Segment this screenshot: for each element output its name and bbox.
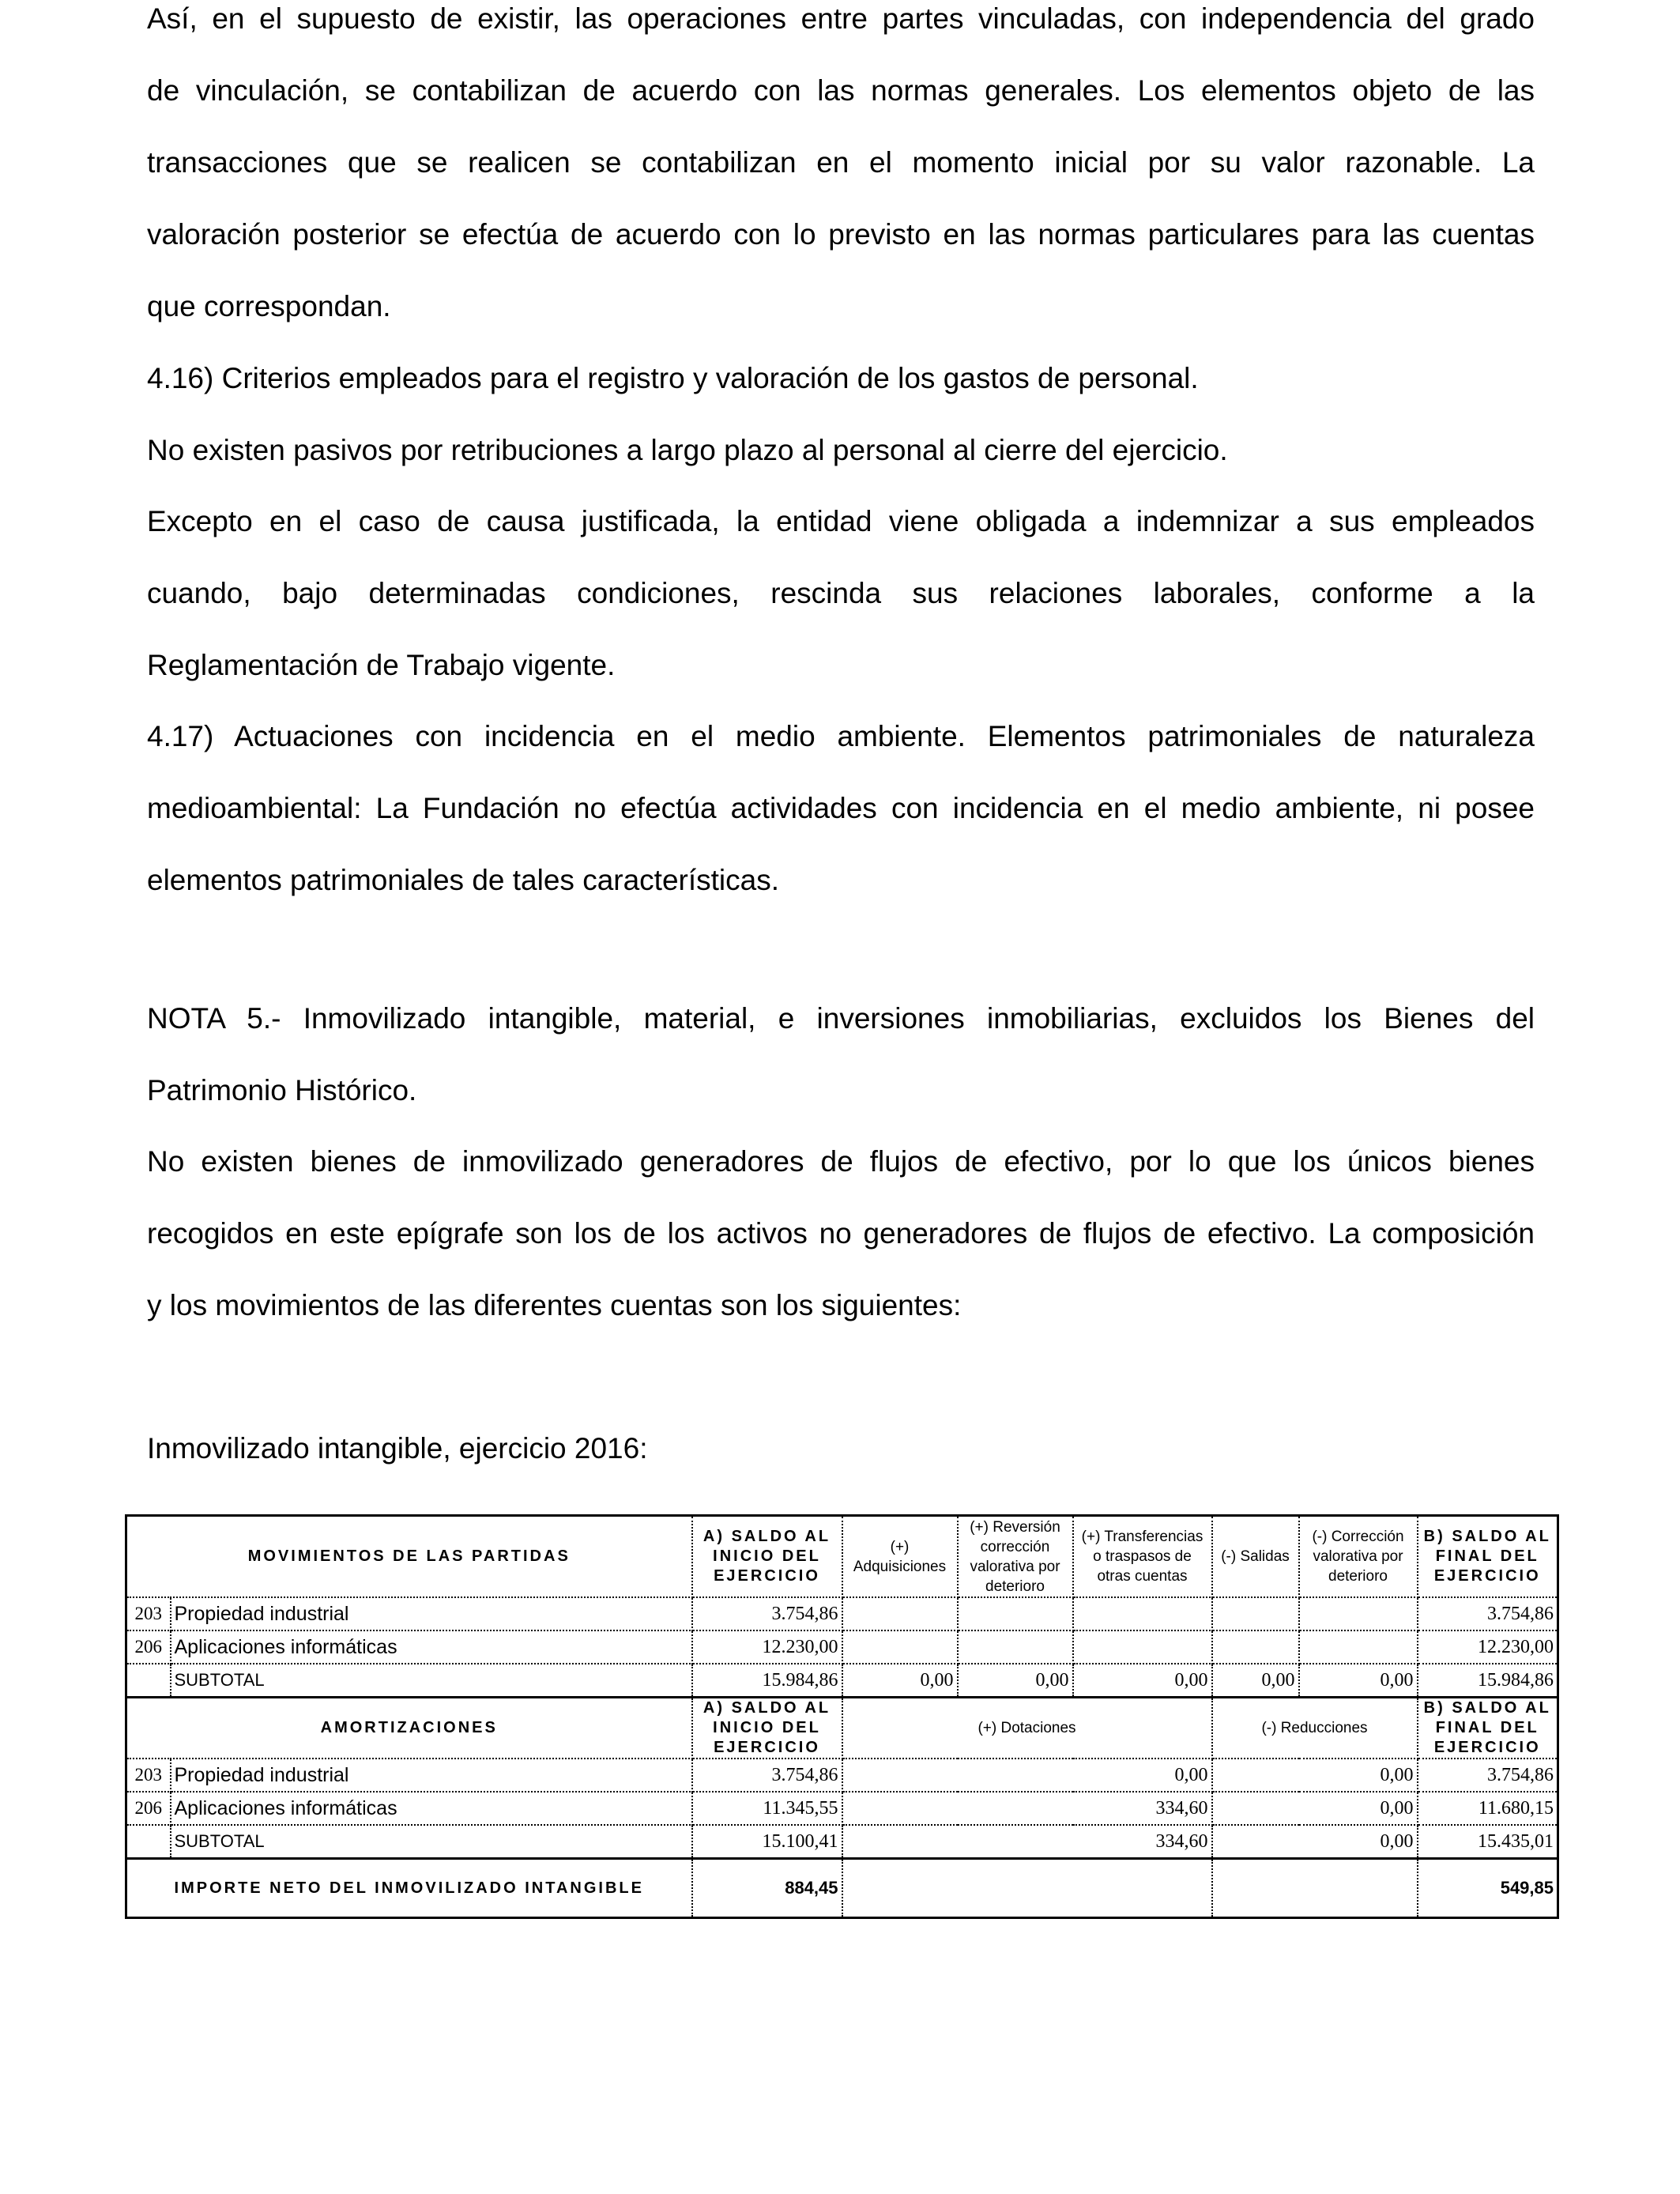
header-saldo-final: B) SALDO AL FINAL DEL EJERCICIO	[1418, 1698, 1558, 1759]
importe-neto-blank	[1212, 1859, 1418, 1918]
amortizaciones-header-row	[126, 1698, 1558, 1759]
paragraph-pasivos-retribuciones	[147, 414, 1535, 486]
text-line: y los movimientos de las diferentes cuentas son los siguientes:	[147, 1289, 962, 1321]
inmovilizado-intangible-table	[125, 1514, 1559, 1919]
row-salidas	[1212, 1630, 1299, 1664]
row-label: Propiedad industrial	[171, 1759, 692, 1792]
subtotal-dotaciones: 334,60	[842, 1825, 1212, 1859]
table-title: Inmovilizado intangible, ejercicio 2016:	[147, 1432, 648, 1465]
subtotal-saldo-final: 15.435,01	[1418, 1825, 1558, 1859]
row-code: 206	[126, 1630, 171, 1664]
text-line: transacciones que se realicen se contabilizan en el momento inicial por su valor razonable. La	[147, 146, 1535, 179]
text-line: Patrimonio Histórico.	[147, 1074, 417, 1106]
importe-neto-blank	[842, 1859, 1212, 1918]
subtotal-reversion: 0,00	[958, 1664, 1073, 1698]
header-reversion: (+) Reversión corrección valorativa por deterioro	[958, 1516, 1073, 1598]
row-dotaciones: 334,60	[842, 1792, 1212, 1825]
row-correccion	[1299, 1630, 1418, 1664]
row-saldo-inicio: 3.754,86	[692, 1597, 842, 1630]
subtotal-row	[126, 1664, 1558, 1698]
row-saldo-final: 12.230,00	[1418, 1630, 1558, 1664]
row-code: 203	[126, 1597, 171, 1630]
text-line: No existen bienes de inmovilizado generadores de flujos de efectivo, por lo que los únicos bienes	[147, 1145, 1535, 1178]
header-adquisiciones: (+) Adquisiciones	[842, 1516, 958, 1598]
importe-neto-label: IMPORTE NETO DEL INMOVILIZADO INTANGIBLE	[126, 1859, 692, 1918]
paragraph-operaciones-vinculadas	[147, 0, 1535, 342]
table-row	[126, 1597, 1558, 1630]
row-dotaciones: 0,00	[842, 1759, 1212, 1792]
row-code: 203	[126, 1759, 171, 1792]
table-header-row	[126, 1516, 1558, 1598]
heading-gastos-personal	[147, 342, 1535, 414]
subtotal-saldo-inicio: 15.984,86	[692, 1664, 842, 1698]
subtotal-label: SUBTOTAL	[171, 1825, 692, 1859]
subtotal-salidas: 0,00	[1212, 1664, 1299, 1698]
text-line: Así, en el supuesto de existir, las operaciones entre partes vinculadas, con independencia del grado	[147, 2, 1535, 35]
header-amortizaciones: AMORTIZACIONES	[126, 1698, 692, 1759]
subtotal-transferencias: 0,00	[1073, 1664, 1212, 1698]
table-row	[126, 1792, 1558, 1825]
row-adquisiciones	[842, 1597, 958, 1630]
subtotal-correccion: 0,00	[1299, 1664, 1418, 1698]
subtotal-row	[126, 1825, 1558, 1859]
subtotal-adquisiciones: 0,00	[842, 1664, 958, 1698]
text-line: medioambiental: La Fundación no efectúa actividades con incidencia en el medio ambiente, ni posee	[147, 792, 1535, 824]
row-saldo-inicio: 12.230,00	[692, 1630, 842, 1664]
text-line: Reglamentación de Trabajo vigente.	[147, 649, 616, 681]
subtotal-saldo-final: 15.984,86	[1418, 1664, 1558, 1698]
row-saldo-final: 3.754,86	[1418, 1759, 1558, 1792]
text-line: 4.16) Criterios empleados para el registro y valoración de los gastos de personal.	[147, 362, 1199, 394]
row-code	[126, 1825, 171, 1859]
text-line: cuando, bajo determinadas condiciones, rescinda sus relaciones laborales, conforme a la	[147, 577, 1535, 609]
row-saldo-final: 11.680,15	[1418, 1792, 1558, 1825]
text-line: Excepto en el caso de causa justificada, la entidad viene obligada a indemnizar a sus empleados	[147, 505, 1535, 537]
row-label: Aplicaciones informáticas	[171, 1792, 692, 1825]
text-line: valoración posterior se efectúa de acuerdo con lo previsto en las normas particulares para las cuentas	[147, 218, 1535, 251]
row-label: Aplicaciones informáticas	[171, 1630, 692, 1664]
header-saldo-inicio: A) SALDO AL INICIO DEL EJERCICIO	[692, 1516, 842, 1598]
table-row	[126, 1759, 1558, 1792]
row-saldo-inicio: 3.754,86	[692, 1759, 842, 1792]
text-line: recogidos en este epígrafe son los de los activos no generadores de flujos de efectivo. La composición	[147, 1217, 1535, 1250]
row-reversion	[958, 1597, 1073, 1630]
row-saldo-final: 3.754,86	[1418, 1597, 1558, 1630]
importe-neto-inicio: 884,45	[692, 1859, 842, 1918]
text-line: elementos patrimoniales de tales características.	[147, 864, 779, 896]
row-saldo-inicio: 11.345,55	[692, 1792, 842, 1825]
subtotal-reducciones: 0,00	[1212, 1825, 1418, 1859]
row-reversion	[958, 1630, 1073, 1664]
header-saldo-inicio: A) SALDO AL INICIO DEL EJERCICIO	[692, 1698, 842, 1759]
row-code: 206	[126, 1792, 171, 1825]
importe-neto-row	[126, 1859, 1558, 1918]
row-code	[126, 1664, 171, 1698]
row-salidas	[1212, 1597, 1299, 1630]
row-label: Propiedad industrial	[171, 1597, 692, 1630]
paragraph-medio-ambiente	[147, 700, 1535, 916]
row-transferencias	[1073, 1597, 1212, 1630]
header-transferencias: (+) Transferencias o traspasos de otras cuentas	[1073, 1516, 1212, 1598]
row-reducciones: 0,00	[1212, 1759, 1418, 1792]
text-line: 4.17) Actuaciones con incidencia en el medio ambiente. Elementos patrimoniales de naturaleza	[147, 720, 1535, 752]
row-transferencias	[1073, 1630, 1212, 1664]
subtotal-saldo-inicio: 15.100,41	[692, 1825, 842, 1859]
row-adquisiciones	[842, 1630, 958, 1664]
importe-neto-final: 549,85	[1418, 1859, 1558, 1918]
heading-nota-5	[147, 982, 1535, 1126]
header-correccion: (-) Corrección valorativa por deterioro	[1299, 1516, 1418, 1598]
row-reducciones: 0,00	[1212, 1792, 1418, 1825]
text-line: de vinculación, se contabilizan de acuerdo con las normas generales. Los elementos objeto de las	[147, 74, 1535, 107]
header-dotaciones: (+) Dotaciones	[842, 1698, 1212, 1759]
header-saldo-final: B) SALDO AL FINAL DEL EJERCICIO	[1418, 1516, 1558, 1598]
paragraph-composicion	[147, 1125, 1535, 1341]
paragraph-indemnizaciones	[147, 485, 1535, 701]
header-salidas: (-) Salidas	[1212, 1516, 1299, 1598]
header-reducciones: (-) Reducciones	[1212, 1698, 1418, 1759]
text-line: NOTA 5.- Inmovilizado intangible, material, e inversiones inmobiliarias, excluidos los Bienes del	[147, 1002, 1535, 1035]
text-line: que correspondan.	[147, 290, 391, 322]
text-line: No existen pasivos por retribuciones a largo plazo al personal al cierre del ejercicio.	[147, 434, 1228, 466]
row-correccion	[1299, 1597, 1418, 1630]
table-row	[126, 1630, 1558, 1664]
subtotal-label: SUBTOTAL	[171, 1664, 692, 1698]
header-movimientos: MOVIMIENTOS DE LAS PARTIDAS	[126, 1516, 692, 1598]
